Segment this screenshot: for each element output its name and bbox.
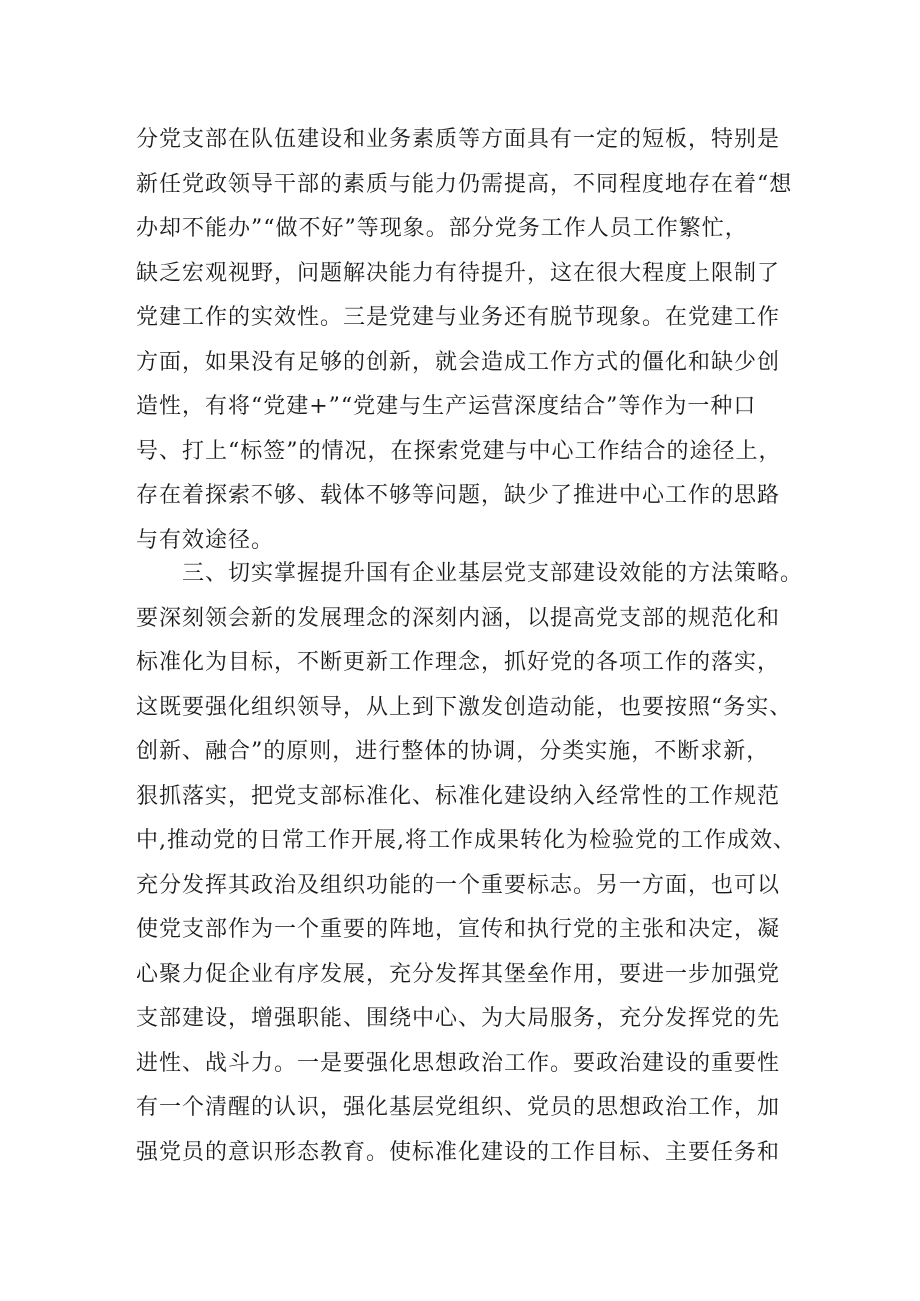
- text-line: 存在着探索不够、载体不够等问题，缺少了推进中心工作的思路: [136, 483, 781, 508]
- text-line: 新任党政领导干部的素质与能力仍需提高，不同程度地存在着“想: [136, 171, 793, 197]
- text-line: 分党支部在队伍建设和业务素质等方面具有一定的短板，特别是: [136, 127, 781, 152]
- text-line: 创新、融合”的原则，进行整体的协调，分类实施，不断求新，: [136, 739, 770, 764]
- text-line: 要深刻领会新的发展理念的深刻内涵，以提高党支部的规范化和: [136, 605, 781, 631]
- text-line: 心聚力促企业有序发展，充分发挥其堡垒作用，要进一步加强党: [136, 961, 781, 987]
- section-heading-line: 三、切实掌握提升国有企业基层党支部建设效能的方法策略。: [136, 561, 804, 586]
- paragraph-1: [136, 118, 796, 563]
- text-line: 充分发挥其政治及组织功能的一个重要标志。另一方面，也可以: [136, 872, 781, 898]
- text-line: 有一个清醒的认识，强化基层党组织、党员的思想政治工作，加: [136, 1095, 781, 1120]
- text-line: 进性、战斗力。一是要强化思想政治工作。要政治建设的重要性: [136, 1050, 781, 1076]
- text-line: 狠抓落实，把党支部标准化、标准化建设纳入经常性的工作规范: [136, 783, 781, 809]
- text-line: 办却不能办”“做不好”等现象。部分党务工作人员工作繁忙，: [136, 216, 748, 241]
- text-line: 支部建设，增强职能、围绕中心、为大局服务，充分发挥党的先: [136, 1006, 781, 1031]
- text-line: 号、打上“标签”的情况，在探索党建与中心工作结合的途径上，: [136, 438, 782, 464]
- text-line: 标准化为目标，不断更新工作理念，抓好党的各项工作的落实，: [136, 650, 781, 675]
- text-line: 中,推动党的日常工作开展,将工作成果转化为检验党的工作成效、: [136, 828, 796, 853]
- text-line: 使党支部作为一个重要的阵地，宣传和执行党的主张和决定，凝: [136, 917, 781, 942]
- text-line: 造性，有将“党建+”“党建与生产运营深度结合”等作为一种口: [136, 394, 757, 419]
- paragraph-2: [136, 552, 804, 1175]
- text-line: 与有效途径。: [136, 527, 275, 553]
- text-line: 方面，如果没有足够的创新，就会造成工作方式的僵化和缺少创: [136, 349, 781, 375]
- text-line: 这既要强化组织领导，从上到下激发创造动能，也要按照“务实、: [136, 694, 793, 720]
- text-line: 强党员的意识形态教育。使标准化建设的工作目标、主要任务和: [136, 1139, 781, 1165]
- text-line: 缺乏宏观视野，问题解决能力有待提升，这在很大程度上限制了: [136, 260, 781, 286]
- text-line: 党建工作的实效性。三是党建与业务还有脱节现象。在党建工作: [136, 305, 781, 330]
